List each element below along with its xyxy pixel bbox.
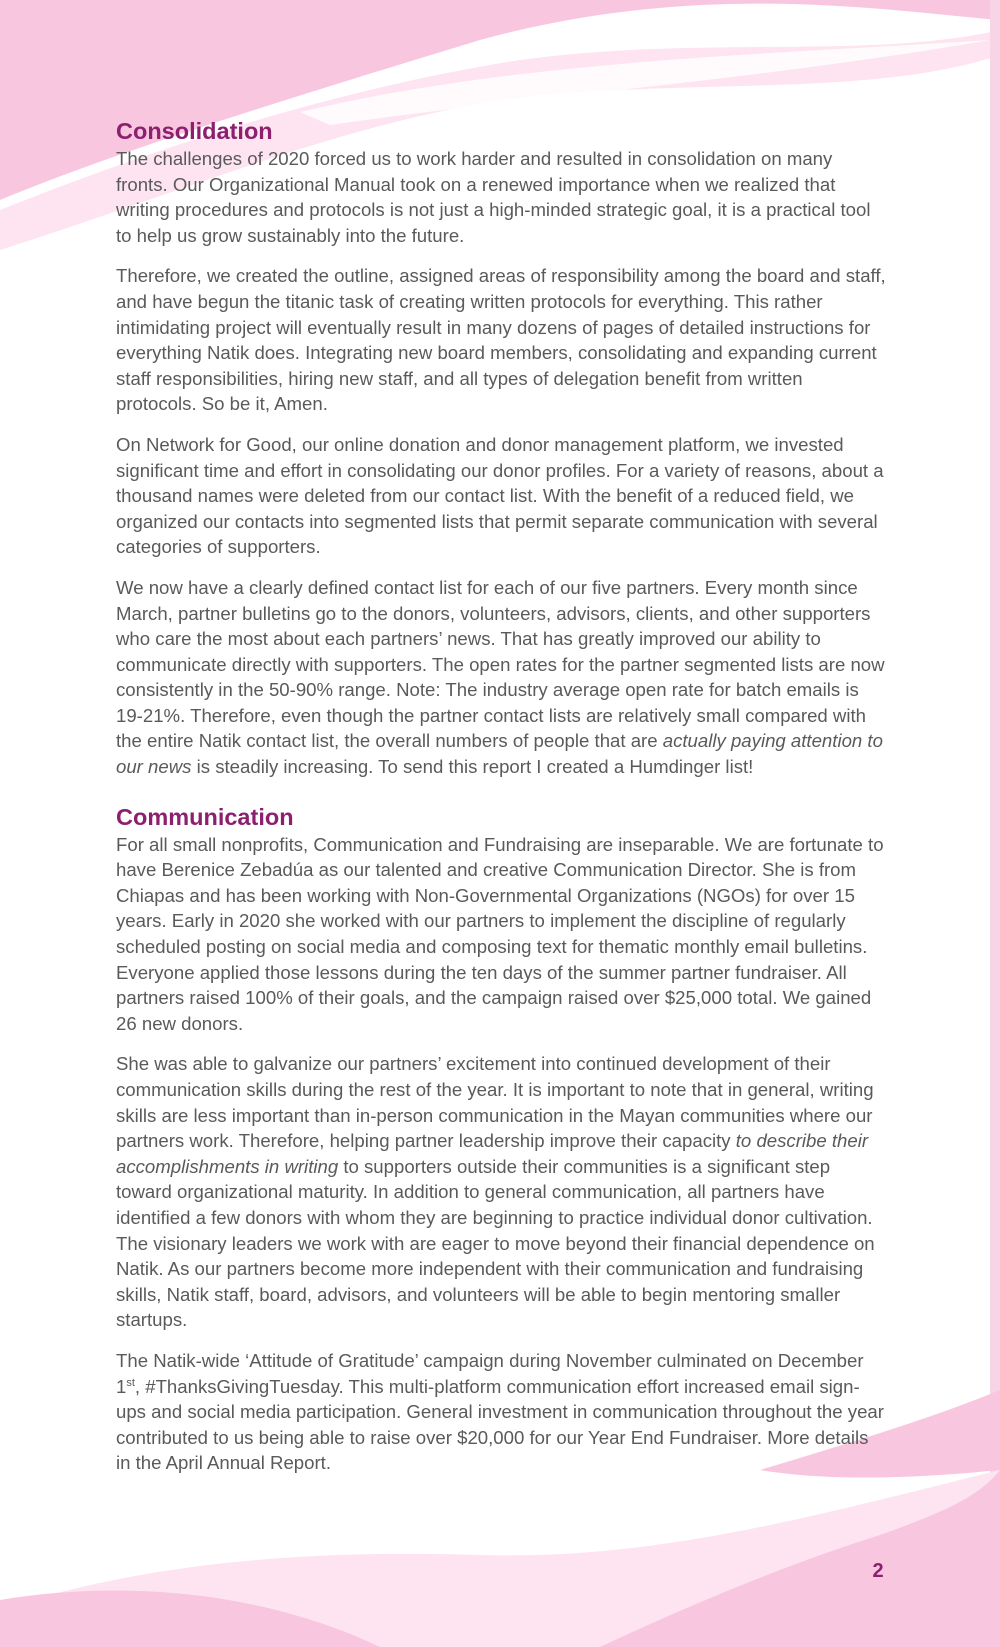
emphasis-text: to describe their accomplishments in writing [116,1130,869,1177]
page-number: 2 [872,1560,884,1582]
paragraph: She was able to galvanize our partners’ excitement into continued development of their communication skills during the rest of the year. It is important to note that in general, writing skills are less important than in-person communication in the Mayan communities where our partners work. Therefore, helping partner leadership improve their capacity to describe their accomplishments in writing to supporters outside their communities is a significant step toward organizational maturity. In addition to general communication, all partners have identified a few donors with whom they are beginning to practice individual donor cultivation. The visionary leaders we work with are eager to move beyond their financial dependence on Natik. As our partners become more independent with their communication and fundraising skills, Natik staff, board, advisors, and volunteers will be able to begin mentoring smaller startups. [116,1053,875,1331]
section-heading-consolidation: Consolidation [116,118,273,144]
paragraph: We now have a clearly defined contact list for each of our five partners. Every month since March, partner bulletins go to the donors, volunteers, advisors, clients, and other supporters who care the most about each partners’ news. That has greatly improved our ability to communicate directly with supporters. The open rates for the partner segmented lists are now consistently in the 50-90% range. Note: The industry average open rate for batch emails is 19-21%. Therefore, even though the partner contact lists are relatively small compared with the entire Natik contact list, the overall numbers of people that are actually paying attention to our news is steadily increasing. To send this report I created a Humdinger list! [116,576,885,778]
paragraph: For all small nonprofits, Communication and Fundraising are inseparable. We are fortunate to have Berenice Zebadúa as our talented and creative Communication Director. She is from Chiapas and has been working with Non-Governmental Organizations (NGOs) for over 15 years. Early in 2020 she worked with our partners to implement the discipline of regularly scheduled posting on social media and composing text for thematic monthly email bulletins. Everyone applied those lessons during the ten days of the summer partner fundraiser. All partners raised 100% of their goals, and the campaign raised over $25,000 total. We gained 26 new donors. [116,833,884,1034]
paragraph: The challenges of 2020 forced us to work harder and resulted in consolidation on many fronts. Our Organizational Manual took on a renewed importance when we realized that writing procedures and protocols is not just a high-minded strategic goal, it is a practical tool to help us grow sustainably into the future. [116,148,871,246]
paragraph: The Natik-wide ‘Attitude of Gratitude’ campaign during November culminated on December 1st, #ThanksGivingTuesday. This multi-platform communication effort increased email sign-ups and social media participation. General investment in communication throughout the year contributed to us being able to raise over $20,000 for our Year End Fundraiser. More details in the April Annual Report. [116,1349,884,1474]
superscript: st [126,1376,135,1389]
emphasis-text: actually paying attention to our news [116,730,883,778]
paragraph: Therefore, we created the outline, assigned areas of responsibility among the board and staff, and have begun the titanic task of creating written protocols for everything. This rather intimidating project will eventually result in many dozens of pages of detailed instructions for everything Natik does. Integrating new board members, consolidating and expanding current staff responsibilities, hiring new staff, and all types of delegation benefit from written protocols. So be it, Amen. [116,265,886,415]
paragraph: On Network for Good, our online donation and donor management platform, we invested significant time and effort in consolidating our donor profiles. For a variety of reasons, about a thousand names were deleted from our contact list. With the benefit of a reduced field, we organized our contacts into segmented lists that permit separate communication with several categories of supporters. [116,433,884,558]
section-heading-communication: Communication [116,803,294,830]
page-body [116,116,886,1491]
